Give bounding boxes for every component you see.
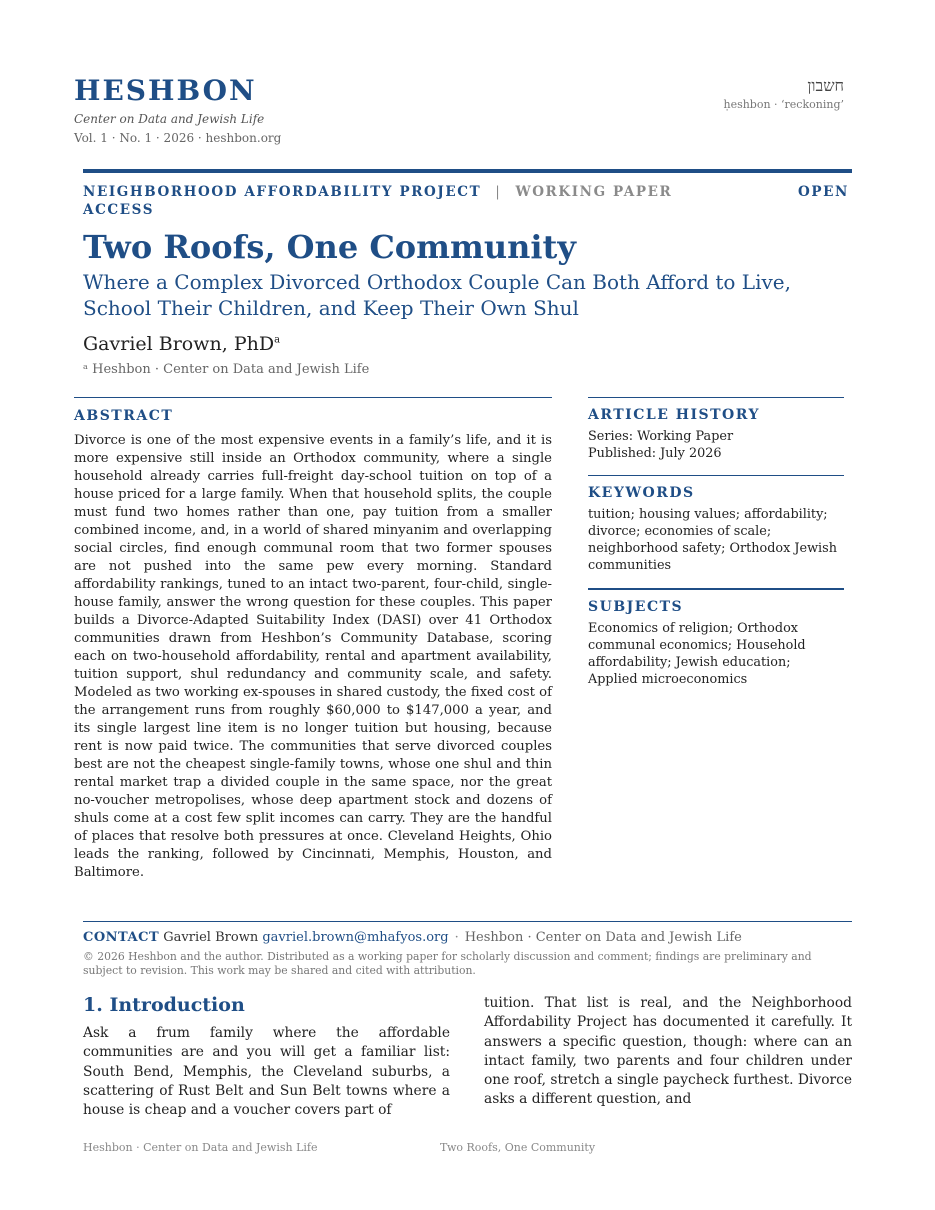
abstract-heading: ABSTRACT — [74, 408, 174, 424]
article-subtitle: Where a Complex Divorced Orthodox Couple Can Both Afford to Live, School Their Children, and Keep Their Own Shul — [83, 270, 791, 320]
contact-separator: · — [454, 930, 459, 945]
contact-line — [83, 930, 742, 945]
article-history-rule — [588, 397, 844, 398]
access-label-second: ACCESS — [83, 202, 155, 218]
article-title: Two Roofs, One Community — [83, 228, 576, 266]
footer-running-title: Two Roofs, One Community — [440, 1141, 596, 1154]
contact-rule — [83, 921, 852, 922]
header-rule — [83, 169, 852, 173]
author-name: Gavriel Brown, PhD — [83, 333, 275, 355]
subjects-rule — [588, 588, 844, 590]
journal-volume: Vol. 1 · No. 1 · 2026 · heshbon.org — [74, 131, 282, 145]
copyright-notice: © 2026 Heshbon and the author. Distributed as a working paper for scholarly discussion and comment; findings are preliminary and subject to revision. This work may be shared and cited with attribution. — [83, 950, 812, 977]
author-line — [83, 333, 280, 355]
subjects-section — [588, 588, 844, 688]
abstract-text: Divorce is one of the most expensive events in a family’s life, and it is more expensive still inside an Orthodox community, where a single household already carries full-freight day-school tuition on top of a house priced for a large family. When that household splits, the couple must fund two homes rather than one, pay tuition from a smaller combined income, and, in a world of shared minyanim and overlapping social circles, find enough communal room that two former spouses are not pushed into the same pew every morning. Standard affordability rankings, tuned to an intact two-parent, four-child, single-house family, answer the wrong question for these couples. This paper builds a Divorce-Adapted Suitability Index (DASI) over 41 Orthodox communities drawn from Heshbon’s Community Database, scoring each on two-household affordability, rental and apartment availability, tuition support, shul redundancy and community scale, and safety. Modeled as two working ex-spouses in shared custody, the fixed cost of the arrangement runs from roughly $60,000 to $147,000 a year, and its single largest line item is no longer tuition but housing, because rent is now paid twice. The communities that serve divorced couples best are not the cheapest single-family towns, whose one shul and thin rental market trap a divided couple in the same space, nor the great no-voucher metropolises, whose deep apartment stock and dozens of shuls come at a cost few split incomes can carry. They are the handful of places that resolve both pressures at once. Cleveland Heights, Ohio leads the ranking, followed by Cincinnati, Memphis, Houston, and Baltimore. — [74, 433, 552, 880]
project-name: NEIGHBORHOOD AFFORDABILITY PROJECT — [83, 184, 482, 200]
author-mark: a — [274, 334, 281, 346]
hebrew-gloss: ḥeshbon · ‘reckoning’ — [723, 98, 844, 111]
contact-email-link[interactable]: gavriel.brown@mhafyos.org — [262, 930, 449, 945]
project-banner — [83, 183, 849, 218]
history-published: Published: July 2026 — [588, 446, 722, 461]
article-history-heading: ARTICLE HISTORY — [588, 407, 760, 423]
keywords-section — [588, 475, 844, 574]
introduction-text-right: tuition. That list is real, and the Neighborhood Affordability Project has documented it carefully. It answers a specific question, though: where can an intact family, two parents and four children under one roof, stretch a single paycheck furthest. Divorce asks a different question, and — [484, 995, 852, 1108]
journal-subtitle: Center on Data and Jewish Life — [74, 112, 265, 126]
author-affiliation: ᵃ Heshbon · Center on Data and Jewish Life — [83, 362, 370, 377]
abstract-rule — [74, 397, 552, 398]
introduction-text-left: Ask a frum family where the affordable communities are and you will get a familiar list: South Bend, Memphis, the Cleveland suburbs, a scattering of Rust Belt and Sun Belt towns where a house is cheap and a voucher covers part of — [83, 1025, 450, 1119]
paper-type: WORKING PAPER — [515, 184, 673, 200]
contact-name: Gavriel Brown — [163, 930, 259, 945]
keywords-heading: KEYWORDS — [588, 485, 695, 501]
keywords-text: tuition; housing values; affordability; divorce; economies of scale; neighborhood safety; Orthodox Jewish communities — [588, 507, 837, 573]
footer-publisher: Heshbon · Center on Data and Jewish Life — [83, 1141, 318, 1154]
subjects-text: Economics of religion; Orthodox communal economics; Household affordability; Jewish education; Applied microeconomics — [588, 621, 806, 687]
history-series: Series: Working Paper — [588, 429, 734, 444]
keywords-rule — [588, 475, 844, 476]
access-label-first: OPEN — [798, 184, 849, 200]
article-history-text — [588, 428, 844, 462]
subjects-heading: SUBJECTS — [588, 599, 684, 615]
introduction-heading: 1. Introduction — [83, 994, 245, 1016]
contact-label: CONTACT — [83, 930, 160, 945]
article-history-section — [588, 397, 844, 462]
hebrew-name: חשבון — [807, 76, 844, 95]
banner-separator: | — [495, 184, 502, 200]
journal-name: HESHBON — [74, 74, 257, 107]
contact-org: Heshbon · Center on Data and Jewish Life — [464, 930, 742, 945]
